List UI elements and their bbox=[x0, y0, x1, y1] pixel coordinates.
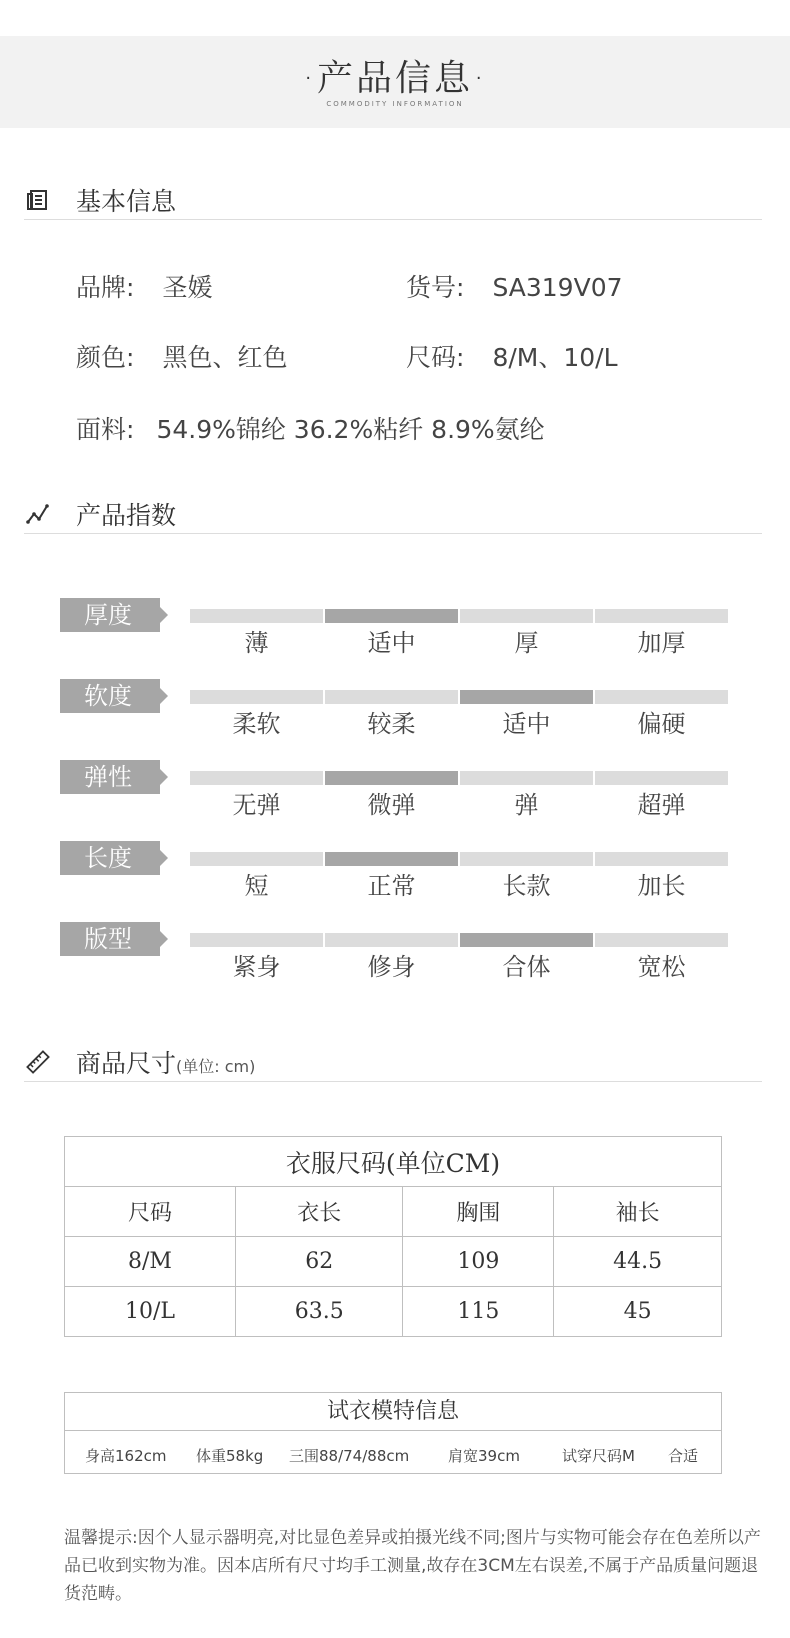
index-row-softness bbox=[60, 679, 730, 739]
basic-info-header bbox=[24, 180, 762, 220]
index-level-label: 超弹 bbox=[637, 791, 686, 819]
warm-notice: 温馨提示:因个人显示器明亮,对比显色差异或拍摄光线不同;图片与实物可能会存在色差所以产品已收到实物为准。因本店所有尺寸均手工测量,故存在3CM左右误差,不属于产品质量问题退货范畴。 bbox=[64, 1528, 761, 1604]
size-table-caption: 衣服尺码(单位CM) bbox=[65, 1137, 722, 1187]
index-level-label: 合体 bbox=[502, 953, 551, 981]
index-bar bbox=[460, 771, 593, 785]
size-value: 8/M、10/L bbox=[492, 343, 618, 372]
index-level-label: 加厚 bbox=[637, 629, 686, 657]
table-cell: 8/M bbox=[65, 1237, 236, 1287]
model-fit: 合适 bbox=[668, 1447, 699, 1465]
brand-label: 品牌: bbox=[76, 273, 135, 302]
index-level-label: 薄 bbox=[244, 629, 269, 657]
index-level-label: 弹 bbox=[514, 791, 539, 819]
index-bar bbox=[595, 852, 728, 866]
index-level-label: 长款 bbox=[502, 872, 551, 900]
table-cell: 62 bbox=[235, 1237, 403, 1287]
sku-info bbox=[406, 268, 623, 304]
size-table-header: 胸围 bbox=[403, 1187, 554, 1237]
index-tag: 软度 bbox=[60, 679, 160, 713]
index-row-length bbox=[60, 841, 730, 901]
model-shoulder: 肩宽39cm bbox=[448, 1447, 520, 1465]
product-index-title: 产品指数 bbox=[76, 501, 177, 530]
index-tag: 长度 bbox=[60, 841, 160, 875]
fabric-label: 面料: bbox=[76, 415, 135, 444]
page-subtitle: COMMODITY INFORMATION bbox=[326, 100, 464, 108]
index-bar bbox=[460, 852, 593, 866]
color-label: 颜色: bbox=[76, 343, 135, 372]
product-size-title-text: 商品尺寸 bbox=[76, 1049, 177, 1078]
table-row bbox=[65, 1237, 722, 1287]
sku-value: SA319V07 bbox=[492, 273, 623, 302]
model-weight: 体重58kg bbox=[196, 1447, 264, 1465]
model-info-box bbox=[64, 1392, 722, 1474]
index-level-label: 柔软 bbox=[232, 710, 281, 738]
index-level-label: 无弹 bbox=[232, 791, 281, 819]
index-row-thickness bbox=[60, 598, 730, 658]
index-row-elasticity bbox=[60, 760, 730, 820]
index-tag: 厚度 bbox=[60, 598, 160, 632]
index-bar bbox=[595, 609, 728, 623]
index-bar bbox=[595, 933, 728, 947]
size-info bbox=[406, 338, 618, 374]
basic-info-title: 基本信息 bbox=[76, 187, 177, 216]
color-value: 黑色、红色 bbox=[162, 343, 288, 372]
size-label: 尺码: bbox=[406, 343, 465, 372]
index-level-label: 适中 bbox=[502, 710, 551, 738]
index-level-label: 加长 bbox=[637, 872, 686, 900]
index-level-label: 适中 bbox=[367, 629, 416, 657]
model-tried-size: 试穿尺码M bbox=[562, 1447, 635, 1465]
index-bar bbox=[190, 771, 323, 785]
index-bar-selected bbox=[325, 852, 458, 866]
index-level-label: 正常 bbox=[367, 872, 416, 900]
index-bar bbox=[190, 609, 323, 623]
page-title: ·产品信息· bbox=[302, 58, 488, 99]
index-bar-selected bbox=[460, 933, 593, 947]
header-banner bbox=[0, 36, 790, 128]
index-level-label: 紧身 bbox=[232, 953, 281, 981]
index-tag: 弹性 bbox=[60, 760, 160, 794]
index-bar-selected bbox=[460, 690, 593, 704]
size-table-header: 袖长 bbox=[554, 1187, 722, 1237]
index-bar-selected bbox=[325, 771, 458, 785]
table-cell: 109 bbox=[403, 1237, 554, 1287]
index-bar bbox=[190, 933, 323, 947]
document-icon bbox=[26, 188, 50, 212]
size-table-caption-row bbox=[65, 1137, 722, 1187]
index-level-label: 偏硬 bbox=[637, 710, 686, 738]
ruler-icon bbox=[26, 1050, 50, 1074]
product-size-header bbox=[24, 1042, 762, 1082]
index-bar bbox=[190, 690, 323, 704]
size-table-header-row bbox=[65, 1187, 722, 1237]
color-info bbox=[76, 338, 287, 374]
table-row bbox=[65, 1287, 722, 1337]
index-level-label: 厚 bbox=[514, 629, 539, 657]
index-bar-selected bbox=[325, 609, 458, 623]
model-height: 身高162cm bbox=[85, 1447, 167, 1465]
product-size-unit: (单位: cm) bbox=[176, 1057, 256, 1076]
brand-value: 圣媛 bbox=[162, 273, 213, 302]
table-cell: 115 bbox=[403, 1287, 554, 1337]
model-measurements: 三围88/74/88cm bbox=[289, 1447, 410, 1465]
index-bar bbox=[190, 852, 323, 866]
product-index-header bbox=[24, 494, 762, 534]
size-table bbox=[64, 1136, 722, 1337]
index-bar bbox=[595, 771, 728, 785]
index-bar bbox=[325, 690, 458, 704]
fabric-value: 54.9%锦纶 36.2%粘纤 8.9%氨纶 bbox=[156, 415, 545, 444]
index-level-label: 宽松 bbox=[637, 953, 686, 981]
index-row-fit bbox=[60, 922, 730, 982]
product-size-title bbox=[76, 1044, 255, 1080]
table-cell: 45 bbox=[554, 1287, 722, 1337]
index-level-label: 短 bbox=[244, 872, 269, 900]
brand-info bbox=[76, 268, 212, 304]
index-tag: 版型 bbox=[60, 922, 160, 956]
index-bar bbox=[595, 690, 728, 704]
index-level-label: 较柔 bbox=[367, 710, 416, 738]
fabric-info bbox=[76, 410, 545, 446]
index-bar bbox=[460, 609, 593, 623]
model-info-title: 试衣模特信息 bbox=[65, 1393, 721, 1431]
index-bar bbox=[325, 933, 458, 947]
size-table-header: 衣长 bbox=[235, 1187, 403, 1237]
trend-line-icon bbox=[26, 502, 50, 526]
size-table-header: 尺码 bbox=[65, 1187, 236, 1237]
table-cell: 44.5 bbox=[554, 1237, 722, 1287]
index-level-label: 修身 bbox=[367, 953, 416, 981]
index-level-label: 微弹 bbox=[367, 791, 416, 819]
sku-label: 货号: bbox=[406, 273, 465, 302]
table-cell: 10/L bbox=[65, 1287, 236, 1337]
table-cell: 63.5 bbox=[235, 1287, 403, 1337]
